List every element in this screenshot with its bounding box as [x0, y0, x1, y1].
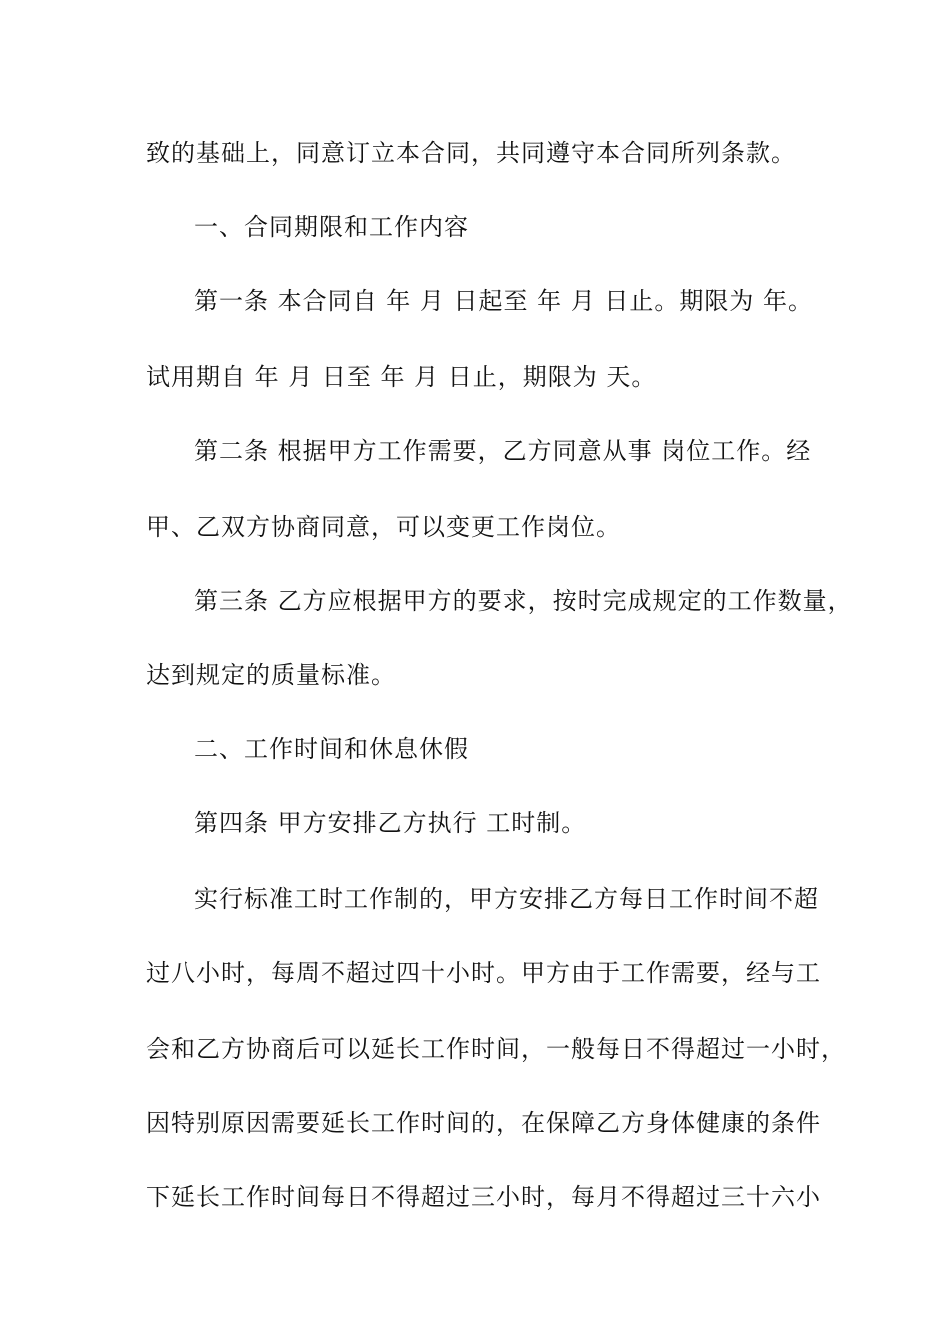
- text-line: 达到规定的质量标准。: [146, 661, 396, 689]
- text-line: 甲、乙双方协商同意，可以变更工作岗位。: [146, 513, 621, 541]
- clause-line: 第三条 乙方应根据甲方的要求，按时完成规定的工作数量，: [194, 587, 853, 615]
- clause-line: 第四条 甲方安排乙方执行 工时制。: [194, 809, 587, 837]
- section-heading: 二、工作时间和休息休假: [194, 735, 469, 763]
- clause-line: 第一条 本合同自 年 月 日起至 年 月 日止。期限为 年。: [194, 287, 814, 315]
- text-line: 下延长工作时间每日不得超过三小时，每月不得超过三十六小: [146, 1183, 821, 1211]
- text-line: 致的基础上，同意订立本合同，共同遵守本合同所列条款。: [146, 139, 796, 167]
- clause-line: 第二条 根据甲方工作需要，乙方同意从事 岗位工作。经: [194, 437, 812, 465]
- text-line: 试用期自 年 月 日至 年 月 日止，期限为 天。: [146, 363, 657, 391]
- text-line: 会和乙方协商后可以延长工作时间，一般每日不得超过一小时，: [146, 1035, 846, 1063]
- text-line: 因特别原因需要延长工作时间的，在保障乙方身体健康的条件: [146, 1109, 821, 1137]
- section-heading: 一、合同期限和工作内容: [194, 213, 469, 241]
- text-line: 实行标准工时工作制的，甲方安排乙方每日工作时间不超: [194, 885, 819, 913]
- text-line: 过八小时，每周不超过四十小时。甲方由于工作需要，经与工: [146, 959, 821, 987]
